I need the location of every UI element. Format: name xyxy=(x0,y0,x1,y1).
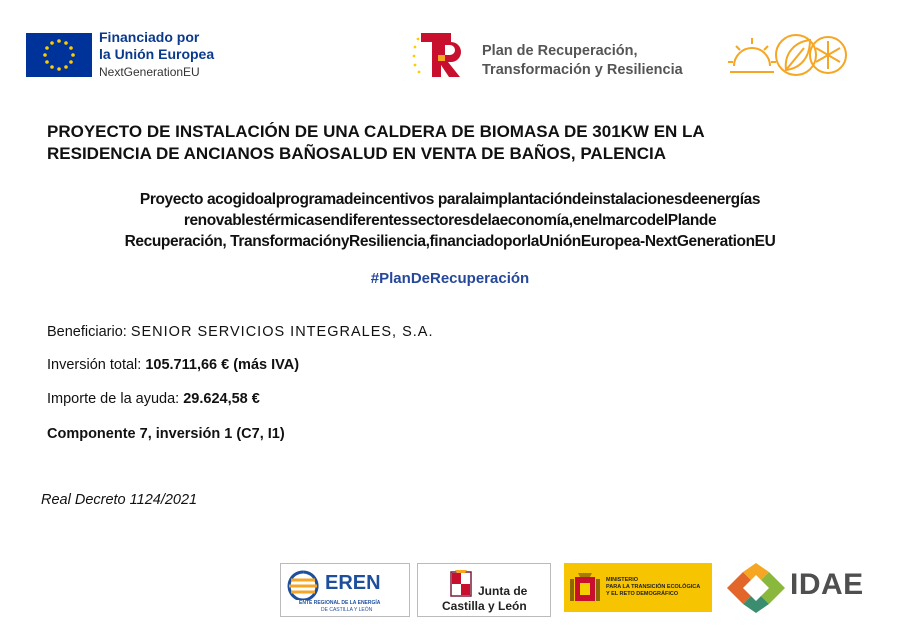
beneficiario-row xyxy=(47,324,434,340)
eu-line3: NextGenerationEU xyxy=(99,65,200,79)
inversion-value: 105.711,66 € (más IVA) xyxy=(145,357,300,373)
junta-line2: Castilla y León xyxy=(442,599,527,613)
importe-label: Importe de la ayuda: xyxy=(47,391,184,407)
inversion-label: Inversión total: xyxy=(47,357,146,373)
prtr-logo-icon xyxy=(412,31,470,79)
title-line2: RESIDENCIA DE ANCIANOS BAÑOSALUD EN VENTA DE BAÑOS, PALENCIA xyxy=(47,144,666,163)
ministerio-logo xyxy=(564,563,712,612)
hashtag: #PlanDeRecuperación xyxy=(370,270,530,287)
eu-flag-logo xyxy=(26,33,92,77)
title-line1: PROYECTO DE INSTALACIÓN DE UNA CALDERA DE BIOMASA DE 301KW EN LA xyxy=(47,122,705,141)
eu-funding-text xyxy=(99,29,259,81)
eren-sub1: ENTE REGIONAL DE LA ENERGÍA xyxy=(299,600,381,606)
inversion-row xyxy=(47,357,299,373)
eren-name: EREN xyxy=(325,572,381,594)
intro-line1: Proyecto acogidoalprogramadeincentivos paralaimplantacióndeinstalacionesdeenergías xyxy=(139,191,761,208)
junta-castilla-leon-logo xyxy=(417,563,551,617)
intro-line3: Recuperación, TransformaciónyResiliencia,financiadoporlaUniónEuropea-NextGenerationEU xyxy=(124,233,776,250)
beneficiario-value: SENIOR SERVICIOS INTEGRALES, S.A. xyxy=(130,324,434,340)
eren-logo xyxy=(280,563,410,617)
min-line2: PARA LA TRANSICIÓN ECOLÓGICA xyxy=(606,584,701,590)
eu-line1: Financiado por xyxy=(99,29,200,45)
beneficiario-label: Beneficiario: xyxy=(47,324,131,340)
project-title xyxy=(47,121,847,165)
componente-row: Componente 7, inversión 1 (C7, I1) xyxy=(47,426,285,442)
idae-logo-icon xyxy=(725,563,787,613)
junta-line1: Junta de xyxy=(478,584,528,598)
idae-name: IDAE xyxy=(790,568,864,601)
importe-row xyxy=(47,391,260,407)
intro-line2: renovablestérmicasendiferentessectoresdelaeconomía,enelmarcodelPlande xyxy=(183,212,717,229)
prtr-line1: Plan de Recuperación, xyxy=(482,43,638,59)
min-line1: MINISTERIO xyxy=(606,577,639,583)
eren-sub2: DE CASTILLA Y LEÓN xyxy=(321,607,373,613)
program-description xyxy=(40,189,860,252)
energy-icons xyxy=(728,28,850,83)
min-line3: Y EL RETO DEMOGRÁFICO xyxy=(606,591,679,597)
prtr-line2: Transformación y Resiliencia xyxy=(482,62,683,78)
real-decreto: Real Decreto 1124/2021 xyxy=(41,492,198,508)
prtr-text xyxy=(482,42,722,80)
importe-value: 29.624,58 € xyxy=(183,391,260,407)
eu-line2: la Unión Europea xyxy=(99,46,215,62)
